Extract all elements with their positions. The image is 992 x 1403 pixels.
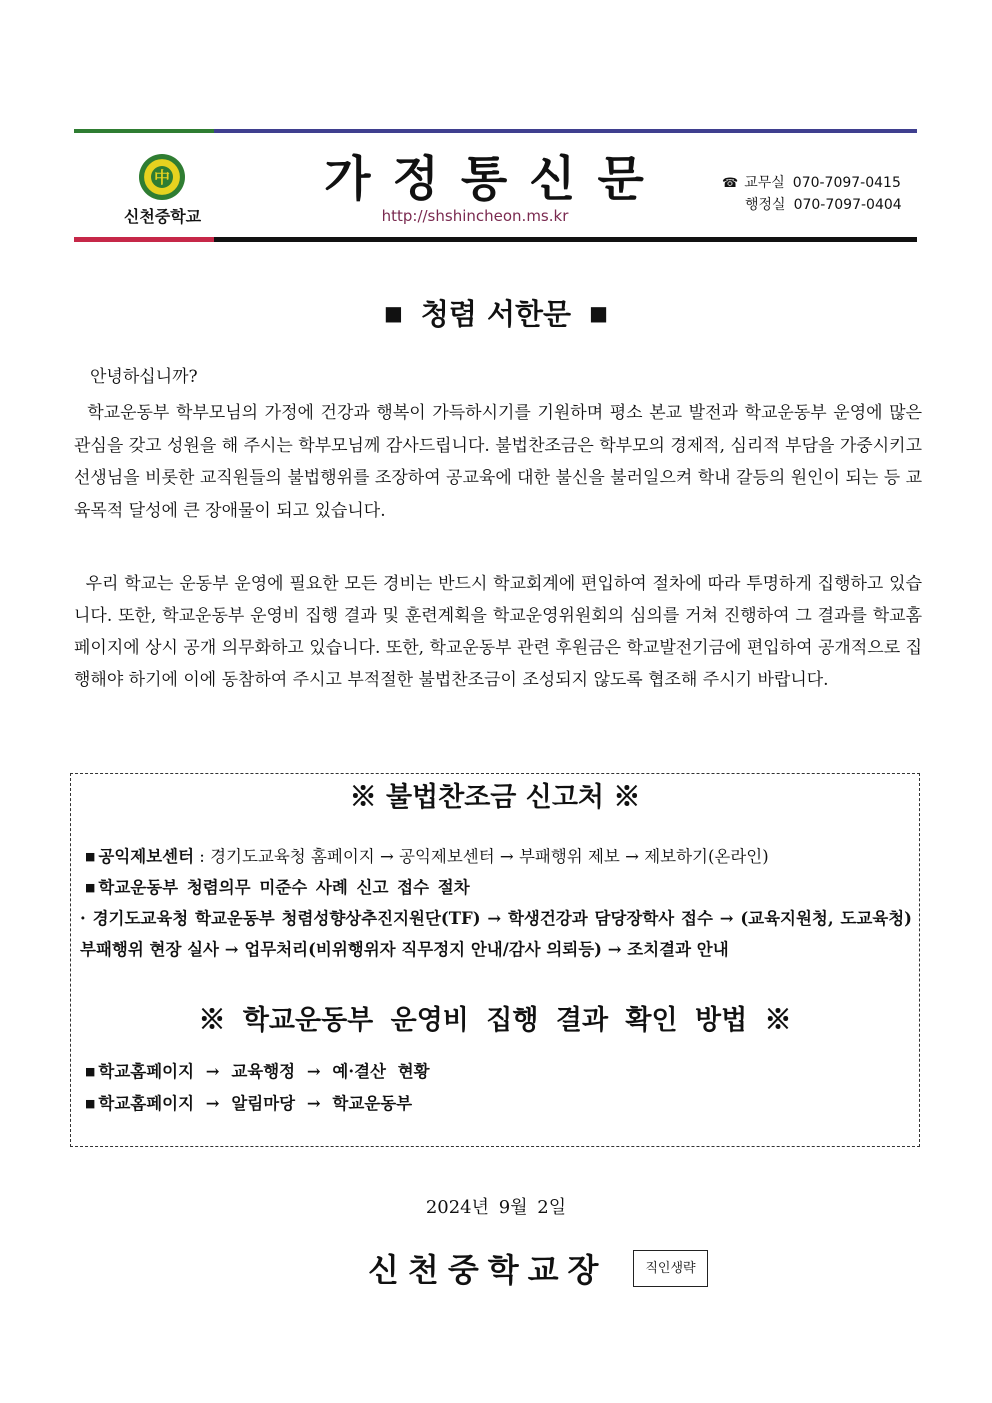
check-method-item-1 — [85, 1056, 430, 1087]
phone-number: 070-7097-0415 — [792, 175, 901, 191]
report-item-1-lead: 공익제보센터 — [98, 847, 195, 866]
check-method-item-1-text: 학교홈페이지 → 교육행정 → 예·결산 현황 — [98, 1062, 430, 1081]
paragraph-1 — [74, 397, 922, 527]
phone-icon: ☎ — [722, 176, 739, 191]
greeting: 안녕하십니까? — [90, 367, 198, 387]
header-school-name: 신천중학교 — [123, 207, 202, 226]
header-rule-green — [74, 129, 214, 133]
report-item-3: · 경기도교육청 학교운동부 청렴성향상추진지원단(TF) → 학생건강과 담당장학사 접수 → (교육지원청, 도교육청) 부패행위 현장 실사 → 업무처리(비위행위자 직무정지 안내/감사 의뢰등) → 조치결과 안내 — [80, 909, 912, 959]
header-rule-blue — [214, 129, 917, 133]
section-title-text: 청렴 서한문 — [420, 297, 572, 331]
paragraph-2 — [74, 568, 922, 696]
document-title: 가정통신문 — [324, 151, 666, 207]
school-url-link[interactable]: http://shshincheon.ms.kr — [381, 207, 569, 225]
paragraph-1-text: 학교운동부 학부모님의 가정에 건강과 행복이 가득하시기를 기원하며 평소 본교 발전과 학교운동부 운영에 많은 관심을 갖고 성원을 해 주시는 학부모님께 감사드립니다. 불법찬조금은 학부모의 경제적, 심리적 부담을 가중시키고 선생님을 비롯한 교직원들의 불법행위를 조장하여 공교육에 대한 불신을 불러일으켜 학내 갈등의 원인이 되는 등 교육목적 달성에 큰 장애물이 되고 있습니다. — [74, 403, 922, 521]
section-title — [0, 292, 992, 333]
header-rule-red — [74, 237, 214, 242]
paragraph-2-text: 우리 학교는 운동부 운영에 필요한 모든 경비는 반드시 학교회계에 편입하여 절차에 따라 투명하게 집행하고 있습니다. 또한, 학교운동부 운영비 집행 결과 및 훈련계획을 학교운영위원회의 심의를 거쳐 진행하여 그 결과를 학교홈페이지에 상시 공개 의무화하고 있습니다. 또한, 학교운동부 관련 후원금은 학교발전기금에 편입하여 공개적으로 집행해야 하기에 이에 동참하여 주시고 부적절한 불법찬조금이 조성되지 않도록 협조해 주시기 바랍니다. — [74, 574, 922, 690]
check-method-title: ※ 학교운동부 운영비 집행 결과 확인 방법 ※ — [198, 1005, 792, 1036]
header-rule-black — [214, 237, 917, 242]
logo-glyph: 中 — [153, 168, 171, 187]
seal-omitted-box: 직인생략 — [633, 1250, 708, 1287]
phone-row-2 — [745, 194, 902, 214]
square-bullet-icon: ■ — [85, 1065, 96, 1078]
square-bullet-icon: ■ — [85, 850, 96, 863]
phone-label: 교무실 — [744, 175, 785, 191]
phone-row-1 — [722, 172, 901, 192]
square-bullet-icon: ■ — [85, 1097, 96, 1110]
report-box-title: ※ 불법찬조금 신고처 ※ — [349, 782, 641, 813]
phone-label: 행정실 — [745, 197, 786, 213]
principal-signature: 신천중학교장 — [368, 1251, 608, 1289]
square-bullet-icon: ■ — [589, 301, 608, 325]
square-bullet-icon: ■ — [384, 301, 403, 325]
school-logo-icon — [138, 153, 186, 201]
report-item-1 — [85, 841, 769, 872]
report-item-2 — [85, 872, 470, 903]
check-method-item-2-text: 학교홈페이지 → 알림마당 → 학교운동부 — [98, 1094, 413, 1113]
phone-number: 070-7097-0404 — [793, 197, 902, 213]
check-method-item-2 — [85, 1088, 412, 1119]
document-date: 2024년 9월 2일 — [425, 1197, 567, 1218]
square-bullet-icon: ■ — [85, 881, 96, 894]
report-item-1-rest: : 경기도교육청 홈페이지 → 공익제보센터 → 부패행위 제보 → 제보하기(온라인) — [194, 847, 769, 866]
report-item-2-text: 학교운동부 청렴의무 미준수 사례 신고 접수 절차 — [98, 878, 470, 897]
